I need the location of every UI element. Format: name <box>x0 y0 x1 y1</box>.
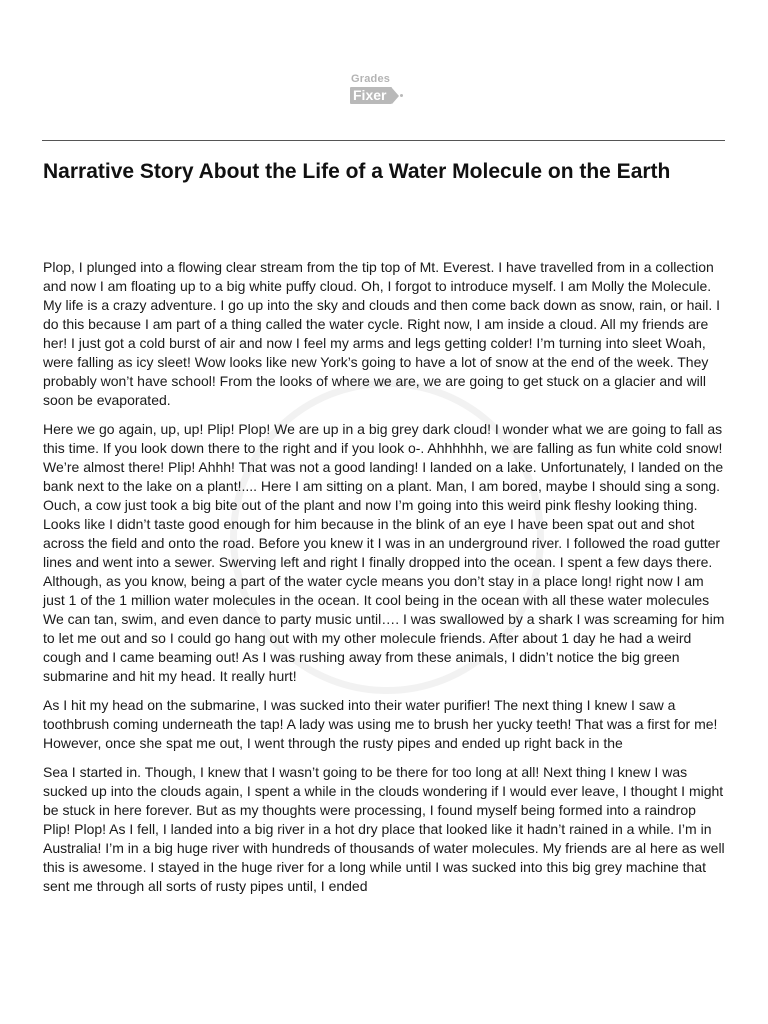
paragraph-4: Sea I started in. Though, I knew that I wasn’t going to be there for too long at all! Next thing I knew I was sucked up into the clouds again, I spent a while in the clouds wondering if I would ever leave, I thought I might be stuck in here forever. But as my thoughts were processing, I found myself being formed into a raindrop Plip! Plop! As I fell, I landed into a big river in a hot dry place that looked like it hadn’t rained in a while. I’m in Australia! I’m in a big huge river with hundreds of thousands of water molecules. My friends are al here as well this is awesome. I stayed in the huge river for a long while until I was sucked into this big grey machine that sent me through all sorts of rusty pipes until, I ended <box>43 764 725 894</box>
logo-tag <box>350 87 420 104</box>
logo-top-text: Grades <box>351 73 391 85</box>
header-divider <box>42 140 725 141</box>
logo-bottom-text: Fixer <box>350 87 392 104</box>
paragraph-2: Here we go again, up, up! Plip! Plop! We are up in a big grey dark cloud! I wonder what we are going to fall as this time. If you look down there to the right and if you look o-. Ahhhhhh, we are falling as fun white cold snow! We’re almost there! Plip! Ahhh! That was not a good landing! I landed on a lake. Unfortunately, I landed on the bank next to the lake on a plant!.... Here I am sitting on a plant. Man, I am bored, maybe I should sing a song. Ouch, a cow just took a big bite out of the plant and now I’m going into this weird pink fleshy looking thing. Looks like I didn’t taste good enough for him because in the blink of an eye I have been spat out and shot across the field and onto the road. Before you knew it I was in an underground river. I followed the road gutter lines and went into a sewer. Swerving left and right I finally dropped into the ocean. I spent a few days there. Although, as you know, being a part of the water cycle means you don’t stay in a place long! right now I am just 1 of the 1 million water molecules in the ocean. It cool being in the ocean with all these water molecules We can tan, swim, and even dance to party music until…. I was swallowed by a shark I was screaming for him to let me out and so I could go hang out with my other molecule friends. After about 1 day he had a weird cough and I came beaming out! As I was rushing away from these animals, I didn’t notice the big green submarine and hit my head. It really hurt! <box>43 421 725 684</box>
document-body <box>43 258 727 906</box>
paragraph-1: Plop, I plunged into a flowing clear stream from the tip top of Mt. Everest. I have travelled from in a collection and now I am floating up to a big white puffy cloud. Oh, I forgot to introduce myself. I am Molly the Molecule. My life is a crazy adventure. I go up into the sky and clouds and then come back down as snow, rain, or hail. I do this because I am part of a thing called the water cycle. Right now, I am inside a cloud. All my friends are her! I just got a cold burst of air and now I feel my arms and legs getting colder! I’m turning into sleet Woah, were falling as icy sleet! Wow looks like new York’s going to have a lot of snow at the end of the week. They probably won’t have school! From the looks of where we are, we are going to get stuck on a glacier and will soon be evaporated. <box>43 259 721 408</box>
tag-point-icon <box>392 88 399 104</box>
paragraph-3: As I hit my head on the submarine, I was sucked into their water purifier! The next thing I knew I saw a toothbrush coming underneath the tap! A lady was using me to brush her yucky teeth! That was a first for me! However, once she spat me out, I went through the rusty pipes and ended up right back in the <box>43 697 718 751</box>
document-title: Narrative Story About the Life of a Water Molecule on the Earth <box>43 160 671 183</box>
tag-dot-icon <box>400 94 403 97</box>
gradesfixer-logo[interactable] <box>350 73 420 107</box>
